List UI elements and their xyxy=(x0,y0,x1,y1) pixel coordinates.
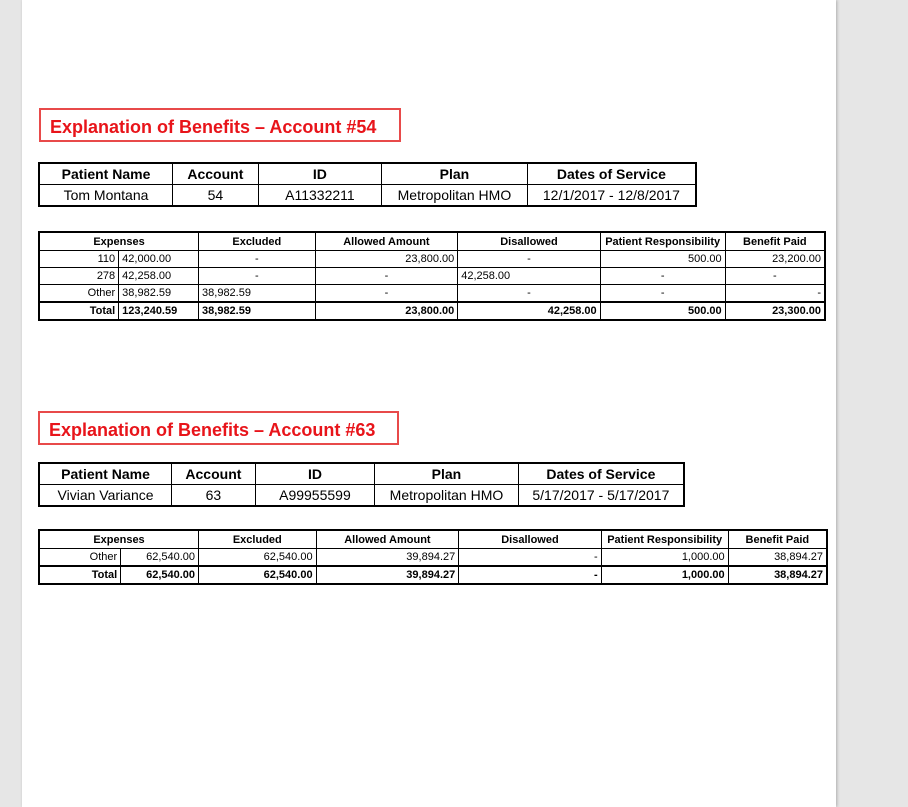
responsibility-amount: 1,000.00 xyxy=(601,549,728,567)
account-value: 54 xyxy=(173,185,259,207)
expense-amount: 42,000.00 xyxy=(119,251,199,268)
col-allowed-amount: Allowed Amount xyxy=(316,530,459,549)
expenses-table xyxy=(38,529,828,585)
allowed-amount: 39,894.27 xyxy=(316,549,459,567)
col-expenses: Expenses xyxy=(39,530,199,549)
allowed-amount: - xyxy=(315,285,458,303)
total-responsibility: 1,000.00 xyxy=(601,566,728,584)
col-benefit-paid: Benefit Paid xyxy=(725,232,825,251)
patient-info-table xyxy=(38,162,697,207)
patient-info-header-row xyxy=(39,163,696,185)
responsibility-amount: - xyxy=(600,268,725,285)
expenses-header-row xyxy=(39,530,827,549)
id-value: A11332211 xyxy=(258,185,381,207)
col-disallowed: Disallowed xyxy=(458,232,600,251)
total-allowed: 39,894.27 xyxy=(316,566,459,584)
expense-code: 278 xyxy=(39,268,119,285)
total-excluded: 62,540.00 xyxy=(199,566,317,584)
expense-amount: 62,540.00 xyxy=(121,549,199,567)
col-expenses: Expenses xyxy=(39,232,199,251)
responsibility-amount: - xyxy=(600,285,725,303)
expenses-table xyxy=(38,231,826,321)
expense-code: Other xyxy=(39,285,119,303)
total-label: Total xyxy=(39,566,121,584)
col-id: ID xyxy=(255,463,374,485)
total-excluded: 38,982.59 xyxy=(199,302,316,320)
total-label: Total xyxy=(39,302,119,320)
col-patient-responsibility: Patient Responsibility xyxy=(601,530,728,549)
excluded-amount: - xyxy=(199,268,316,285)
col-patient-name: Patient Name xyxy=(39,163,173,185)
expense-code: 110 xyxy=(39,251,119,268)
col-patient-name: Patient Name xyxy=(39,463,172,485)
disallowed-amount: - xyxy=(459,549,601,567)
benefit-paid-amount: - xyxy=(725,285,825,303)
allowed-amount: - xyxy=(315,268,458,285)
patient-info-table xyxy=(38,462,685,507)
document-page[interactable] xyxy=(22,0,836,807)
col-id: ID xyxy=(258,163,381,185)
benefit-paid-amount: 38,894.27 xyxy=(728,549,827,567)
expense-code: Other xyxy=(39,549,121,567)
dates-value: 12/1/2017 - 12/8/2017 xyxy=(527,185,696,207)
eob-title: Explanation of Benefits – Account #54 xyxy=(39,108,401,142)
table-row xyxy=(39,251,825,268)
excluded-amount: 38,982.59 xyxy=(199,285,316,303)
col-disallowed: Disallowed xyxy=(459,530,601,549)
viewer-gutter xyxy=(0,0,22,807)
account-value: 63 xyxy=(172,485,256,507)
plan-value: Metropolitan HMO xyxy=(375,485,519,507)
col-excluded: Excluded xyxy=(199,232,316,251)
col-dates-of-service: Dates of Service xyxy=(527,163,696,185)
patient-name-value: Vivian Variance xyxy=(39,485,172,507)
table-row xyxy=(39,549,827,567)
col-account: Account xyxy=(173,163,259,185)
total-expense: 123,240.59 xyxy=(119,302,199,320)
patient-info-header-row xyxy=(39,463,684,485)
col-plan: Plan xyxy=(375,463,519,485)
expenses-header-row xyxy=(39,232,825,251)
col-allowed-amount: Allowed Amount xyxy=(315,232,458,251)
patient-info-value-row xyxy=(39,485,684,507)
col-account: Account xyxy=(172,463,256,485)
total-row xyxy=(39,566,827,584)
expense-amount: 38,982.59 xyxy=(119,285,199,303)
col-plan: Plan xyxy=(382,163,528,185)
eob-title: Explanation of Benefits – Account #63 xyxy=(38,411,399,445)
table-row xyxy=(39,268,825,285)
dates-value: 5/17/2017 - 5/17/2017 xyxy=(518,485,684,507)
total-row xyxy=(39,302,825,320)
col-benefit-paid: Benefit Paid xyxy=(728,530,827,549)
id-value: A99955599 xyxy=(255,485,374,507)
col-dates-of-service: Dates of Service xyxy=(518,463,684,485)
total-benefit-paid: 23,300.00 xyxy=(725,302,825,320)
total-responsibility: 500.00 xyxy=(600,302,725,320)
total-allowed: 23,800.00 xyxy=(315,302,458,320)
responsibility-amount: 500.00 xyxy=(600,251,725,268)
plan-value: Metropolitan HMO xyxy=(382,185,528,207)
benefit-paid-amount: 23,200.00 xyxy=(725,251,825,268)
col-excluded: Excluded xyxy=(199,530,317,549)
total-expense: 62,540.00 xyxy=(121,566,199,584)
allowed-amount: 23,800.00 xyxy=(315,251,458,268)
patient-info-value-row xyxy=(39,185,696,207)
expense-amount: 42,258.00 xyxy=(119,268,199,285)
disallowed-amount: - xyxy=(458,251,600,268)
disallowed-amount: - xyxy=(458,285,600,303)
table-row xyxy=(39,285,825,303)
patient-name-value: Tom Montana xyxy=(39,185,173,207)
disallowed-amount: 42,258.00 xyxy=(458,268,600,285)
excluded-amount: - xyxy=(199,251,316,268)
total-disallowed: - xyxy=(459,566,601,584)
benefit-paid-amount: - xyxy=(725,268,825,285)
excluded-amount: 62,540.00 xyxy=(199,549,317,567)
total-disallowed: 42,258.00 xyxy=(458,302,600,320)
col-patient-responsibility: Patient Responsibility xyxy=(600,232,725,251)
total-benefit-paid: 38,894.27 xyxy=(728,566,827,584)
